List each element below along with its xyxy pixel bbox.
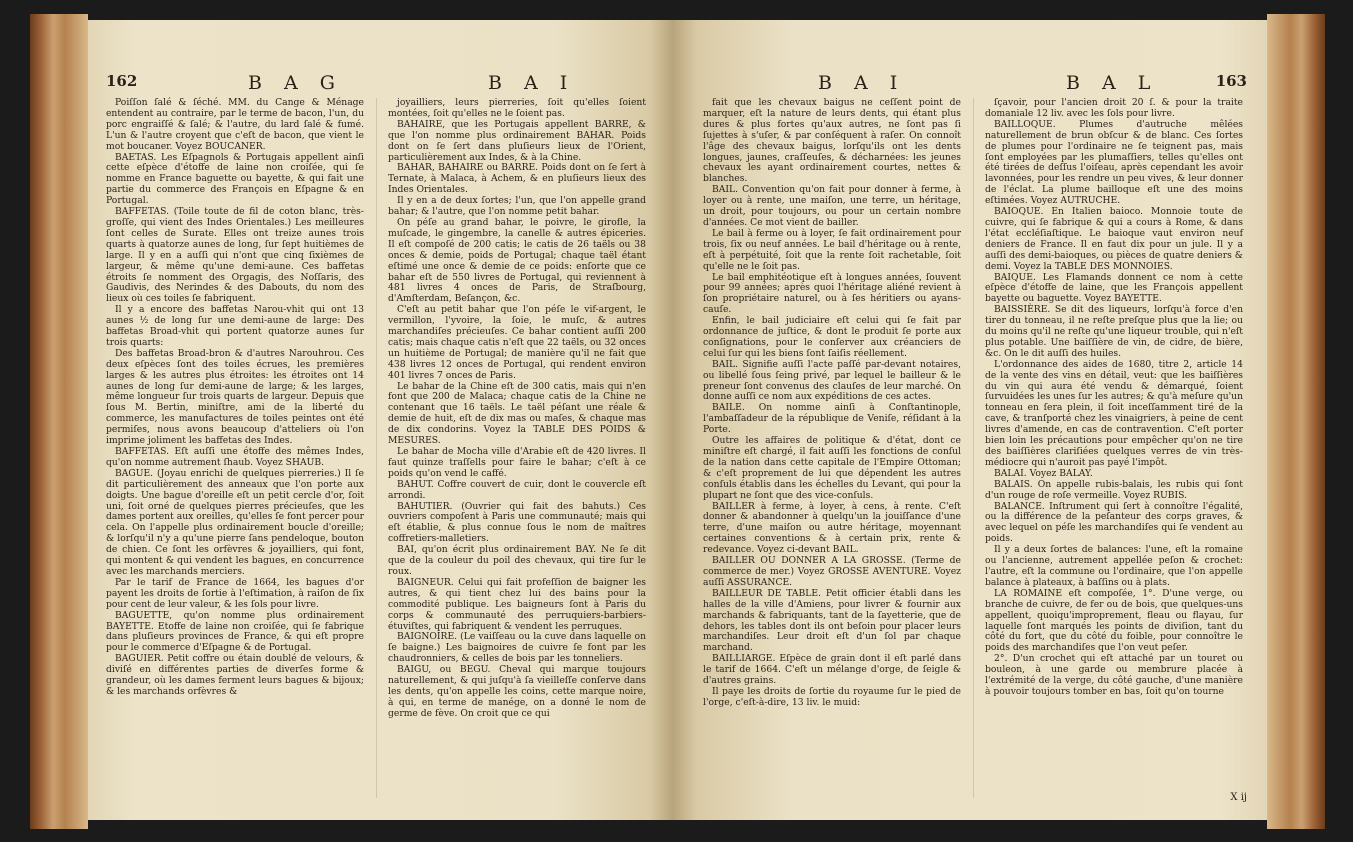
right-page-column-2 [985,98,1243,698]
left-page-column-2 [388,98,646,720]
running-head-left: B A G [248,72,343,94]
entry-paragraph: BAFFETAS. Eſt auſſi une étoffe des mêmes Indes, qu'on nomme autrement ſhaub. Voyez SHAUB. [106,446,364,468]
running-head-right: B A L [1066,72,1159,94]
entry-paragraph: C'eſt au petit bahar que l'on péſe le vif-argent, le vermillon, l'yvoire, la ſoie, le muſc, & autres marchandiſes précieuſes. Ce bahar contient auſſi 200 catis; mais chaque catis n'eſt que 22 taëls, ou 32 onces un huitième de Portugal; de manière qu'il ne fait que 438 livres 12 onces de Portugal, qui rendent environ 401 livres 7 onces de Paris. [388,304,646,381]
entry-paragraph: Il paye les droits de ſortie du royaume ſur le pied de l'orge, c'eſt-à-dire, 13 liv. le muid: [703,685,961,708]
signature-mark: X ij [1230,792,1247,803]
right-page-header [673,72,1267,96]
entry-paragraph: BAIGU, ou BEGU. Cheval qui marque toujours naturellement, & qui juſqu'à ſa vieilleſſe conſerve dans les dents, qu'on appelle les coins, cette marque noire, à qui, en terme de manége, on a donné le nom de germe de fève. On croit que ce qui [388,664,646,719]
entry-paragraph: BAILLIARGE. Eſpèce de grain dont il eſt parlé dans le tarif de 1664. C'eſt un mélange d'orge, de ſeigle & d'autres grains. [703,653,961,687]
entry-paragraph: BAHAIRE, que les Portugais appellent BARRE, & que l'on nomme plus ordinairement BAHAR. Poids dont on ſe ſert dans pluſieurs lieux de l'Orient, particulièrement aux Indes, & à la Chine. [388,118,646,163]
entry-paragraph: BAHUTIER. (Ouvrier qui fait des bahuts.) Ces ouvriers compoſent à Paris une communauté; mais qui eſt établie, & plus connue ſous le nom de maîtres coffretiers-malletiers. [388,500,646,545]
entry-paragraph: BAISSIÈRE. Se dit des liqueurs, lorſqu'à force d'en tirer du tonneau, il ne reſte preſque plus que la lie; ou du moins qu'il ne reſte qu'une liqueur trouble, qui n'eſt plus potable. Une baiſſière de vin, de cidre, de bière, &c. On le dit auſſi des huiles. [985,304,1243,359]
entry-paragraph: On péſe au grand bahar, le poivre, le girofle, la muſcade, le gingembre, la canelle & autres épiceries. Il eſt compoſé de 200 catis; le catis de 26 taëls ou 38 onces & demie, poids de Portugal; chaque taël étant eſtimé une once & demie de ce poids: enſorte que ce bahar eſt de 550 livres de Portugal, qui reviennent à 481 livres 4 onces de Paris, de Straſbourg, d'Amſterdam, Beſançon, &c. [388,216,646,305]
entry-paragraph: BALANCE. Inſtrument qui ſert à connoître l'égalité, ou la différence de la peſanteur des corps graves, & avec lequel on péſe les marchandiſes qui ſe vendent au poids. [985,500,1243,545]
entry-paragraph: BAGUIER. Petit coffre ou étain doublé de velours, & diviſé en différentes parties de diverſes forme & grandeur, où les dames ferment leurs bagues & bijoux; & les marchands orfèvres & [106,653,364,697]
running-head-right: B A I [488,72,576,94]
entry-paragraph: Outre les affaires de politique & d'état, dont ce miniſtre eſt chargé, il fait auſſi les fonctions de conſul de la nation dans cette capitale de l'Empire Ottoman; & c'eſt proprement de lui que dépendent les autres conſuls établis dans les échelles du Levant, qui pour la plupart ne ſont que des vice-conſuls. [703,435,961,501]
left-page-edges [30,14,88,829]
page-number: 163 [1215,72,1247,90]
entry-paragraph: BAGUETTE, qu'on nomme plus ordinairement BAYETTE. Etoffe de laine non croiſée, qui ſe fabrique dans pluſieurs provinces de France, & qui eſt propre pour le commerce d'Eſpagne & de Portugal. [106,609,364,654]
page-number: 162 [106,72,138,90]
entry-paragraph: L'ordonnance des aides de 1680, titre 2, article 14 de la vente des vins en détail, veut: que les baiſſières du vin qui aura été vendu & démarqué, ſoient ſurvuidées les unes ſur les autres; & qu'à meſure qu'un tonneau en ſera plein, il ſoit inceſſamment tiré de la cave, & tranſporté chez les vinaigriers, à peine de cent livres d'amende, en cas de contravention. C'eſt porter bien loin les précautions pour empêcher qu'on ne tire des baiſſières clariſiées quelques verres de vin très-médiocre qui n'auroit pas payé l'impôt. [985,358,1243,468]
entry-paragraph: Enfin, le bail judiciaire eſt celui qui ſe fait par ordonnance de juſtice, & dont le produit ſe porte aux conſignations, pour le conſerver aux créanciers de celui ſur qui les biens ſont ſaiſis réellement. [703,315,961,359]
entry-paragraph: Le bail à ferme ou à loyer, ſe fait ordinairement pour trois, ſix ou neuf années. Le bail d'héritage ou à rente, eſt à perpétuité, ſoit que la rente ſoit rachetable, ſoit qu'elle ne le ſoit pas. [703,227,961,272]
entry-paragraph: Par le tarif de France de 1664, les bagues d'or payent les droits de ſortie à l'eſtimation, à raiſon de ſix pour cent de leur valeur, & les ſols pour livre. [106,576,364,610]
entry-paragraph: BAILLEUR DE TABLE. Petit officier établi dans les halles de la ville d'Amiens, pour livrer & fournir aux marchands & fabriquants, tant de la ſayetterie, que de dehors, les tables dont ils ont beſoin pour placer leurs marchandiſes. Leur droit eſt d'un ſol par chaque marchand. [703,587,961,654]
entry-paragraph: Il y a encore des baffetas Narou-vhit qui ont 13 aunes ½ de long ſur une demi-aune de large: Des baffetas Broad-vhit qui portent quatorze aunes ſur trois quarts: [106,304,364,348]
entry-paragraph: BAIGNOIRE. (Le vaiſſeau ou la cuve dans laquelle on ſe baigne.) Les baignoires de cuivre ſe font par les chaudronniers, & celles de bois par les tonneliers. [388,631,646,665]
entry-paragraph: fait que les chevaux baigus ne ceſſent point de marquer, eſt la nature de leurs dents, qui étant plus dures & plus fortes qu'aux autres, ne ſont pas ſi ſujettes à s'uſer, & par conſéquent à raſer. On connoît l'âge des chevaux baigus, lorſqu'ils ont les dents longues, jaunes, craſſeuſes, & décharnées: les jeunes chevaux les ayant ordinairement courtes, nettes & blanches. [703,97,961,185]
entry-paragraph: BAIL. Signifie auſſi l'acte paſſé par-devant notaires, ou libellé ſous ſeing privé, par lequel le bailleur & le preneur ſont convenus des clauſes de leur marché. On donne auſſi ce nom aux expéditions de ces actes. [703,358,961,403]
column-divider [973,98,974,798]
entry-paragraph: Des baffetas Broad-bron & d'autres Narouhrou. Ces deux eſpèces ſont des toiles écrues, les premières larges & les autres plus étroites: les étroites ont 14 aunes de long ſur demi-aune de large; & les larges, même longueur ſur trois quarts de largeur. Depuis que ſous M. Bertin, miniſtre, ami de la liberté du commerce, les manufactures de toiles peintes ont été permiſes, nous avons beaucoup d'atteliers où l'on imprime joliment les baffetas des Indes. [106,347,364,447]
entry-paragraph: BAILLOQUE. Plumes d'autruche mêlées naturellement de brun obſcur & de blanc. Ces ſortes de plumes pour l'ordinaire ne ſe teignent pas, mais ſont employées par les plumaſſiers, telles qu'elles ont été tirées de deſſus l'oiſeau, après cependant les avoir lavonnées, pour les rendre un peu vives, & leur donner de l'éclat. La plume bailloque eſt une des moins eſtimées. Voyez AUTRUCHE. [985,118,1243,207]
book-spread [30,14,1325,829]
left-page [88,20,673,820]
entry-paragraph: Poiſſon ſalé & ſéché. MM. du Cange & Ménage entendent au contraire, par le terme de bacon, l'un, du porc engraiſſé & ſalé; & l'autre, du lard ſalé & fumé. L'un & l'autre croyent que c'eſt de bacon, que vient le mot boucaner. Voyez BOUCANER. [106,97,364,152]
entry-paragraph: joyailliers, leurs pierreries, ſoit qu'elles ſoient montées, ſoit qu'elles ne le ſoient pas. [388,97,646,119]
entry-paragraph: BAHUT. Coffre couvert de cuir, dont le couvercle eſt arrondi. [388,478,646,501]
entry-paragraph: BAILLER à ferme, à loyer, à cens, à rente. C'eſt donner & abandonner à quelqu'un la jouiſſance d'une terre, d'une maiſon ou autre héritage, moyennant certaines conventions & à certain prix, rente & redevance. Voyez ci-devant BAIL. [703,500,961,556]
entry-paragraph: LA ROMAINE eſt compoſée, 1°. D'une verge, ou branche de cuivre, de fer ou de bois, que quelques-uns appellent, quoiqu'improprement, fleau ou flayau, ſur laquelle ſont marqués les points de diviſion, tant du côté du fort, que du côté du foible, pour connoître le poids des marchandiſes que l'on veut peſer. [985,587,1243,654]
entry-paragraph: Il y a deux ſortes de balances: l'une, eſt la romaine ou l'ancienne, autrement appellée peſon & crochet: l'autre, eſt la commune ou l'ordinaire, que l'on appelle balance à plateaux, à baſſins ou à plats. [985,544,1243,588]
entry-paragraph: BALAIS. On appelle rubis-balais, les rubis qui ſont d'un rouge de roſe vermeille. Voyez RUBIS. [985,478,1243,501]
entry-paragraph: BAETAS. Les Eſpagnols & Portugais appellent ainſi cette eſpèce d'étoffe de laine non croiſée, qui ſe nomme en France baguette ou bayette, & qui fait une partie du commerce des François en Eſpagne & en Portugal. [106,151,364,207]
left-page-column-1 [106,98,364,698]
entry-paragraph: 2°. D'un crochet qui eſt attaché par un touret ou bouleon, à une garde ou membrure placée à l'extrémité de la verge, du côté gauche, d'une manière à pouvoir toujours tomber en bas, ſoit qu'on tourne [985,653,1243,697]
entry-paragraph: BAIOQUE. En Italien baioco. Monnoie toute de cuivre, qui ſe fabrique & qui a cours à Rome, & dans l'état eccléſiaſtique. Le baioque vaut environ neuf deniers de France. Il en faut dix pour un jule. Il y a auſſi des demi-baioques, ou pièces de quatre deniers & demi. Voyez la TABLE DES MONNOIES. [985,206,1243,272]
entry-paragraph: BAI, qu'on écrit plus ordinairement BAY. Ne ſe dit que de la couleur du poil des chevaux, qui tire ſur le roux. [388,544,646,577]
entry-paragraph: BAIL. Convention qu'on fait pour donner à ferme, à loyer ou à rente, une maiſon, une terre, un héritage, un droit, pour toujours, ou pour un certain nombre d'années. Ce mot vient de bailler. [703,184,961,228]
right-page [673,20,1267,820]
entry-paragraph: BAILLER OU DONNER A LA GROSSE. (Terme de commerce de mer.) Voyez GROSSE AVENTURE. Voyez auſſi ASSURANCE. [703,555,961,588]
column-divider [376,98,377,798]
entry-paragraph: BAIGNEUR. Celui qui fait profeſſion de baigner les autres, & qui tient chez lui des bains pour la commodité publique. Les baigneurs ſont à Paris du corps & communauté des perruquiers-barbiers-étuviſtes, qui fabriquent & vendent les perruques. [388,576,646,632]
right-page-edges [1267,14,1325,829]
entry-paragraph: Il y en a de deux ſortes; l'un, que l'on appelle grand bahar; & l'autre, que l'on nomme petit bahar. [388,195,646,218]
entry-paragraph: BAGUE. (Joyau enrichi de quelques pierreries.) Il ſe dit particulièrement des anneaux que l'on porte aux doigts. Une bague d'oreille eſt un petit cercle d'or, ſoit uni, ſoit orné de quelques pierres précieuſes, que les dames portent aux oreilles, qu'elles ſe font percer pour cela. On l'appelle plus ordinairement boucle d'oreille; & lorſqu'il n'y a qu'une pierre ſans pendeloque, bouton de chien. Ce ſont les orfèvres & joyailliers, qui font, qui montent & qui vendent les bagues, en concurrence avec les marchands merciers. [106,467,364,577]
entry-paragraph: ſçavoir, pour l'ancien droit 20 ſ. & pour la traite domaniale 12 liv. avec les ſols pour livre. [985,97,1243,119]
running-head-left: B A I [818,72,906,94]
right-page-column-1 [703,98,961,709]
entry-paragraph: Le bahar de la Chine eſt de 300 catis, mais qui n'en font que 200 de Malaca; chaque catis de la Chine ne contenant que 16 taëls. Le taël péſant une réale & demie de huit, eſt de dix mas ou maſes, & chaque mas de dix condorins. Voyez la TABLE DES POIDS & MESURES. [388,380,646,447]
entry-paragraph: BAILE. On nomme ainſi à Conſtantinople, l'ambaſſadeur de la république de Veniſe, réſidant à la Porte. [703,402,961,436]
left-page-header [88,72,673,96]
entry-paragraph: Le bahar de Mocha ville d'Arabie eſt de 420 livres. Il faut quinze traſſells pour faire le bahar; c'eſt à ce poids qu'on vend le caffé. [388,446,646,479]
entry-paragraph: BAHAR, BAHAIRE ou BARRE. Poids dont on ſe ſert à Ternate, à Malaca, à Achem, & en pluſieurs lieux des Indes Orientales. [388,162,646,196]
entry-paragraph: BALAI. Voyez BALAY. [994,467,1093,479]
entry-paragraph: BAIQUE. Les Flamands donnent ce nom à cette eſpèce d'étoffe de laine, que les François appellent bayette ou baguette. Voyez BAYETTE. [985,271,1243,305]
entry-paragraph: BAFFETAS. (Toile toute de fil de coton blanc, très-groſſe, qui vient des Indes Orientales.) Les meilleures ſont celles de Surate. Elles ont treize aunes trois quarts à quatorze aunes de long, ſur ſept huitièmes de large. Il y en a auſſi qui n'ont que cinq ſixièmes de largeur, & même qu'une demi-aune. Ces baffetas étroits ſe nomment des Orgagis, des Noſſaris, des Gaudivis, des Nerindes & des Dabouts, du nom des lieux où ces toiles ſe fabriquent. [106,206,364,305]
entry-paragraph: Le bail emphitéotique eſt à longues années, ſouvent pour 99 années; après quoi l'héritage aliéné revient à ſon propriétaire naturel, ou à ſes héritiers ou ayans-cauſe. [703,271,961,316]
